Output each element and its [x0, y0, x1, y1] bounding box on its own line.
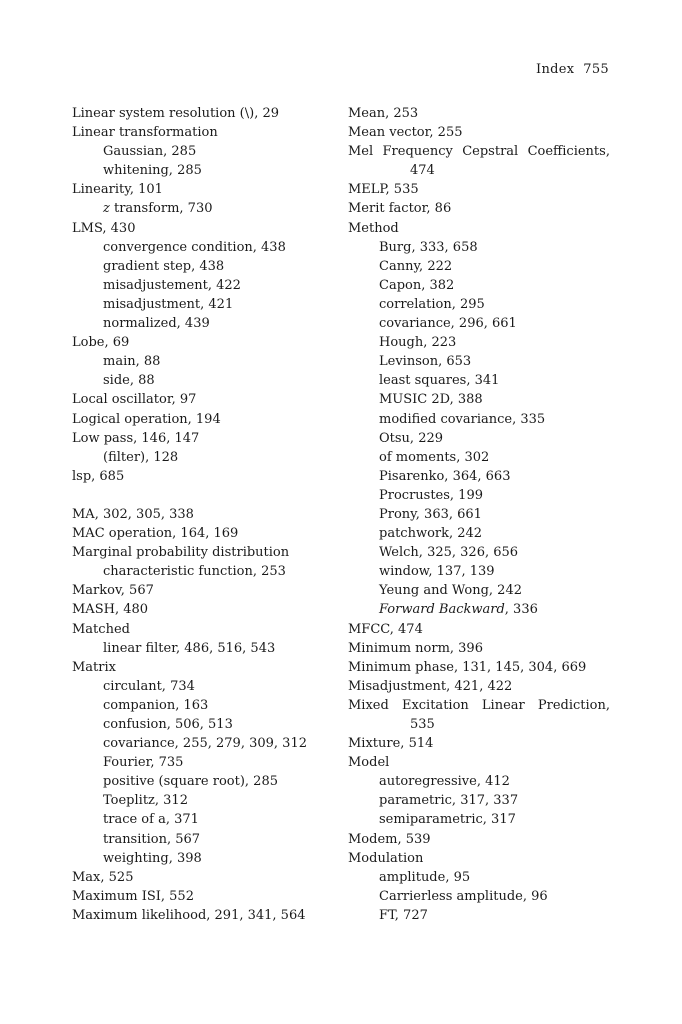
index-subentry: patchwork, 242	[379, 526, 483, 542]
index-entry: MASH, 480	[72, 602, 149, 618]
index-subentry: Toeplitz, 312	[103, 793, 188, 809]
index-subentry: autoregressive, 412	[379, 774, 510, 790]
index-subentry: main, 88	[103, 354, 161, 370]
index-subentry: Yeung and Wong, 242	[379, 583, 522, 599]
index-subentry: of moments, 302	[379, 449, 490, 465]
index-entry: Linearity, 101	[72, 182, 163, 198]
index-entry: Minimum norm, 396	[348, 640, 483, 656]
index-subentry: normalized, 439	[103, 316, 210, 332]
index-subentry: Prony, 363, 661	[379, 506, 482, 522]
index-subentry: linear filter, 486, 516, 543	[103, 640, 276, 656]
index-entry: Mixture, 514	[348, 736, 434, 752]
index-column-left	[72, 104, 334, 925]
index-subentry: Capon, 382	[379, 277, 455, 293]
index-subentry: semiparametric, 317	[379, 812, 516, 828]
index-subentry: window, 137, 139	[379, 564, 495, 580]
index-entry: Modulation	[348, 850, 424, 866]
index-subentry: whitening, 285	[103, 163, 202, 179]
index-gap	[72, 486, 334, 505]
index-entry: MFCC, 474	[348, 621, 423, 637]
index-entry: Mean, 253	[348, 106, 419, 121]
index-entry: Matrix	[72, 659, 116, 675]
index-subentry: Procrustes, 199	[379, 487, 483, 503]
index-subentry: Forward Backward, 336	[379, 602, 538, 618]
index-subentry: Hough, 223	[379, 335, 457, 351]
index-entry-word: Mixed	[348, 697, 389, 713]
header-section: Index	[536, 62, 575, 77]
index-subentry: Burg, 333, 658	[379, 239, 478, 255]
index-entry: Method	[348, 220, 399, 236]
index-subentry: modified covariance, 335	[379, 411, 546, 427]
index-subentry: z transform, 730	[103, 201, 213, 217]
index-subentry: side, 88	[103, 373, 155, 389]
page-number: 755	[583, 62, 609, 77]
index-entry: Model	[348, 755, 390, 771]
index-subentry: least squares, 341	[379, 373, 500, 389]
index-entry: Modem, 539	[348, 831, 431, 847]
index-subentry: covariance, 255, 279, 309, 312	[103, 736, 307, 752]
index-entry	[348, 696, 614, 715]
index-entry-word: Frequency	[382, 144, 453, 160]
index-entry: Merit factor, 86	[348, 201, 452, 217]
index-subentry: Canny, 222	[379, 258, 453, 274]
index-entry: Max, 525	[72, 869, 134, 885]
index-subentry: Welch, 325, 326, 656	[379, 545, 519, 561]
index-entry: Mean vector, 255	[348, 125, 463, 141]
index-entry-word: Coefficients,	[527, 144, 610, 160]
index-entry: Logical operation, 194	[72, 411, 221, 427]
index-entry-continuation: 474	[410, 163, 435, 179]
index-subentry: Carrierless amplitude, 96	[379, 888, 548, 904]
index-entry-word: Excitation	[401, 697, 469, 713]
index-entry: MA, 302, 305, 338	[72, 506, 194, 522]
index-entry: LMS, 430	[72, 220, 136, 236]
index-subentry: misadjustment, 421	[103, 296, 234, 312]
index-subentry: transition, 567	[103, 831, 201, 847]
index-subentry: Gaussian, 285	[103, 144, 197, 160]
index-subentry: circulant, 734	[103, 678, 195, 694]
index-column-right	[348, 104, 614, 925]
index-entry: Lobe, 69	[72, 335, 130, 351]
index-subentry: convergence condition, 438	[103, 239, 286, 255]
index-entry: Linear transformation	[72, 125, 218, 141]
index-subentry: misadjustement, 422	[103, 277, 241, 293]
index-subentry: FT, 727	[379, 907, 428, 923]
index-subentry: trace of a, 371	[103, 812, 199, 828]
index-entry-word: Prediction,	[537, 697, 610, 713]
running-header	[536, 62, 609, 77]
index-entry: Maximum ISI, 552	[72, 888, 194, 904]
index-entry: Marginal probability distribution	[72, 545, 290, 561]
index-subentry: weighting, 398	[103, 850, 202, 866]
index-entry-continuation: 535	[410, 717, 435, 732]
index-subentry: amplitude, 95	[379, 869, 471, 885]
index-subentry: companion, 163	[103, 697, 209, 713]
index-subentry: MUSIC 2D, 388	[379, 392, 483, 408]
index-entry-word: Linear	[481, 697, 525, 713]
index-entry-word: Mel	[348, 144, 374, 160]
index-entry: MAC operation, 164, 169	[72, 526, 239, 542]
index-subentry: gradient step, 438	[103, 258, 225, 274]
index-entry-word: Cepstral	[462, 144, 519, 160]
index-subentry: Levinson, 653	[379, 354, 472, 370]
index-entry: Local oscillator, 97	[72, 392, 197, 408]
index-subentry: Fourier, 735	[103, 755, 184, 771]
index-subentry: covariance, 296, 661	[379, 316, 517, 332]
index-entry: Markov, 567	[72, 583, 154, 599]
index-entry	[348, 142, 614, 161]
index-subentry: correlation, 295	[379, 296, 485, 312]
index-entry: Matched	[72, 621, 130, 637]
index-entry: lsp, 685	[72, 468, 125, 484]
index-subentry: parametric, 317, 337	[379, 793, 519, 809]
index-entry: Misadjustment, 421, 422	[348, 678, 513, 694]
index-entry: Low pass, 146, 147	[72, 430, 200, 446]
index-entry: Maximum likelihood, 291, 341, 564	[72, 907, 306, 923]
index-subentry: Otsu, 229	[379, 430, 444, 446]
index-entry: Linear system resolution (\), 29	[72, 106, 279, 121]
index-subentry: (filter), 128	[103, 449, 179, 465]
index-entry: MELP, 535	[348, 182, 419, 198]
index-subentry: confusion, 506, 513	[103, 717, 233, 732]
index-subentry: Pisarenko, 364, 663	[379, 468, 511, 484]
index-subentry: characteristic function, 253	[103, 564, 286, 580]
index-subentry: positive (square root), 285	[103, 774, 278, 790]
index-entry: Minimum phase, 131, 145, 304, 669	[348, 659, 587, 675]
